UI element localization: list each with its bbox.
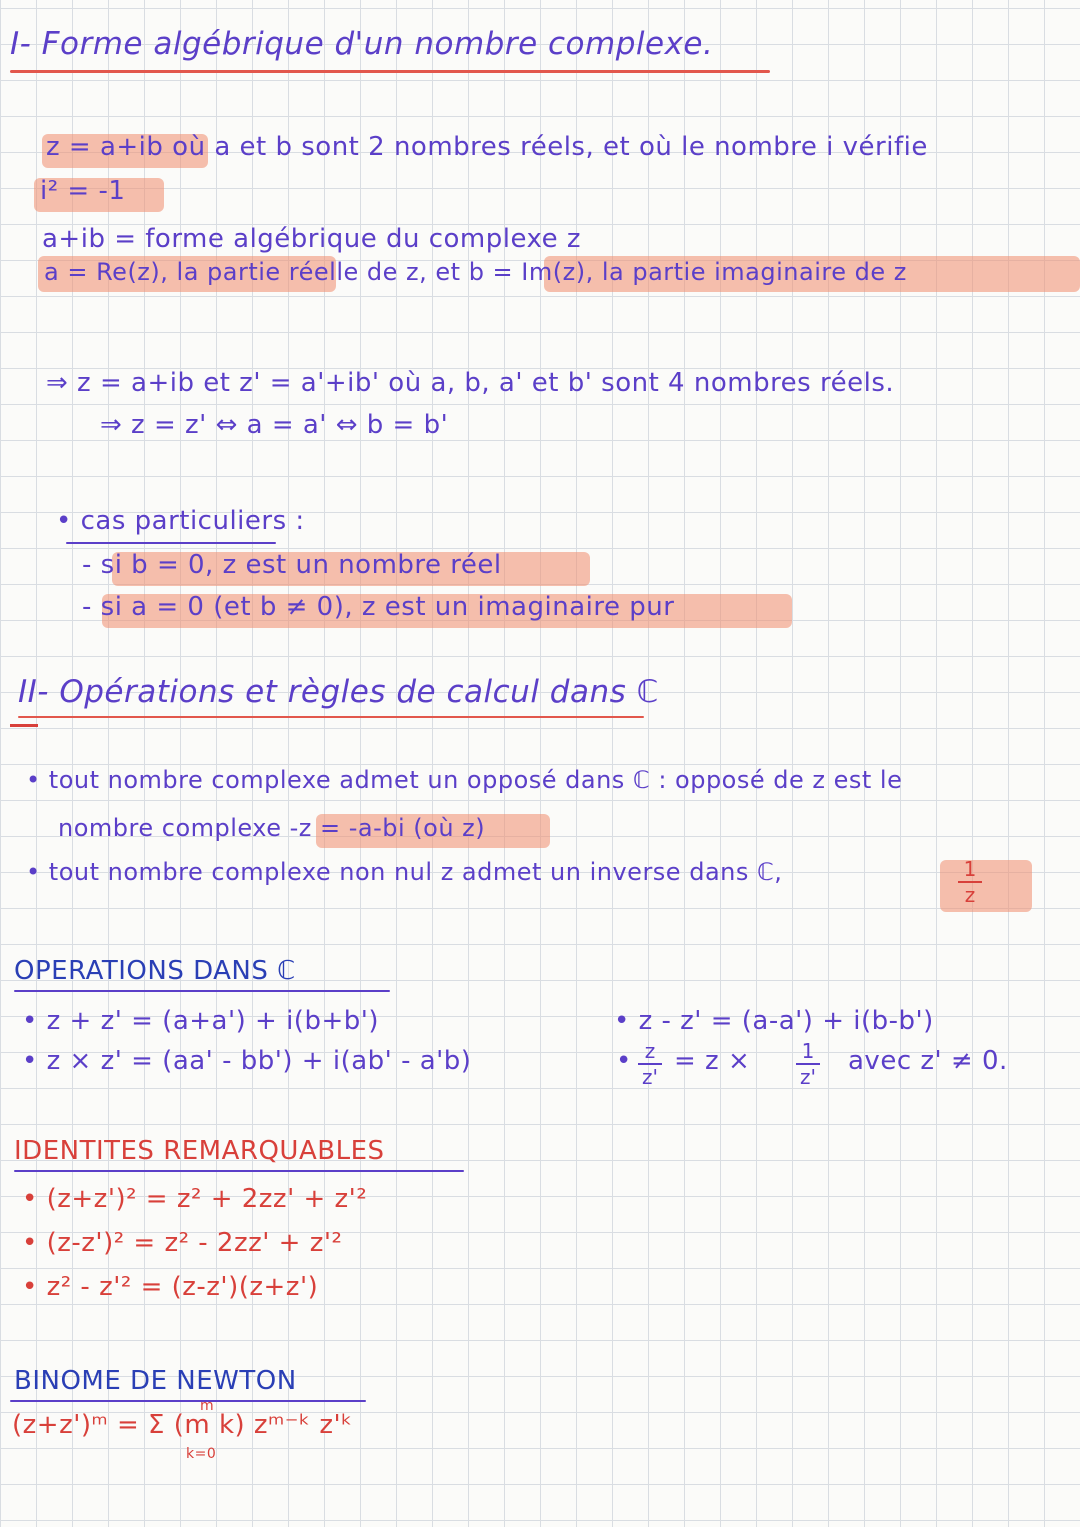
quotient-inverse-numerator: 1 [801,1039,815,1063]
quotient-inverse-denominator: z' [800,1065,816,1089]
operation-quotient-bullet: • [616,1046,632,1076]
special-case-real: - si b = 0, z est un nombre réel [82,550,502,580]
margin-mark [10,724,38,727]
inverse-line: • tout nombre complexe non nul z admet un inverse dans ℂ, [26,858,783,886]
quotient-inverse-fraction [796,1040,820,1088]
binomial-underline [10,1400,366,1402]
operations-heading: OPERATIONS DANS ℂ [14,956,296,986]
special-cases-heading: • cas particuliers : [56,506,305,536]
section-2-title: II- Opérations et règles de calcul dans ℂ [18,674,659,710]
highlight-inverse [940,857,1032,912]
binomial-heading: BINOME DE NEWTON [14,1366,297,1396]
identity-square-sum: • (z+z')² = z² + 2zz' + z'² [22,1184,368,1214]
operation-sum: • z + z' = (a+a') + i(b+b') [22,1006,380,1036]
operation-product: • z × z' = (aa' - bb') + i(ab' - a'b) [22,1046,472,1076]
identity-difference-of-squares: • z² - z'² = (z-z')(z+z') [22,1272,319,1302]
quotient-fraction [638,1040,662,1088]
inverse-denominator: z [964,883,976,907]
section-1-title: I- Forme algébrique d'un nombre complexe. [10,26,714,62]
special-case-imaginary: - si a = 0 (et b ≠ 0), z est un imaginaire pur [82,592,675,622]
binomial-formula: (z+z')ᵐ = Σ (m k) zᵐ⁻ᵏ z'ᵏ [12,1410,353,1440]
z-definition-line: z = a+ib où a et b sont 2 nombres réels, et où le nombre i vérifie [46,132,928,162]
opposite-line-2: nombre complexe -z = -a-bi (où z) [58,814,486,842]
opposite-line-1: • tout nombre complexe admet un opposé dans ℂ : opposé de z est le [26,766,903,794]
section-1-title-underline [10,70,770,73]
quotient-numerator: z [644,1039,656,1063]
equality-premise-line: ⇒ z = a+ib et z' = a'+ib' où a, b, a' et b' sont 4 nombres réels. [46,368,895,398]
operations-underline [14,990,390,992]
identities-heading: IDENTITES REMARQUABLES [14,1136,385,1166]
special-cases-underline [66,542,276,544]
quotient-middle: = z × [674,1046,751,1076]
identities-underline [14,1170,464,1172]
i-squared-line: i² = -1 [40,176,126,206]
inverse-fraction [958,858,982,906]
identity-square-difference: • (z-z')² = z² - 2zz' + z'² [22,1228,343,1258]
section-2-title-underline [18,716,644,718]
binomial-sum-upper: m [200,1398,215,1414]
quotient-condition: avec z' ≠ 0. [848,1046,1008,1076]
binomial-sum-lower: k=0 [186,1446,217,1462]
operation-difference: • z - z' = (a-a') + i(b-b') [614,1006,934,1036]
algebraic-form-line: a+ib = forme algébrique du complexe z [42,224,581,254]
inverse-numerator: 1 [963,857,977,881]
equality-conclusion-line: ⇒ z = z' ⇔ a = a' ⇔ b = b' [100,410,449,440]
re-im-line: a = Re(z), la partie réelle de z, et b = Im(z), la partie imaginaire de z [44,258,907,286]
quotient-denominator: z' [642,1065,658,1089]
